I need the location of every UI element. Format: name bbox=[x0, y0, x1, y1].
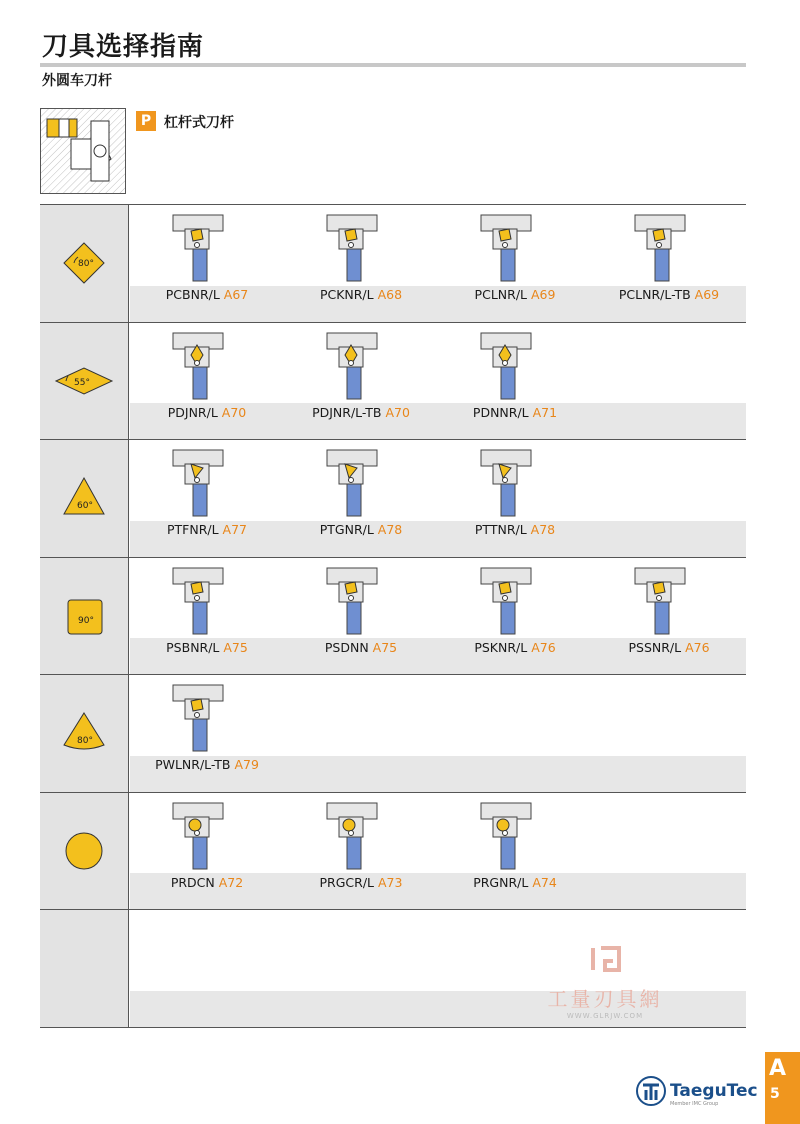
tool-holder-code: PSBNR/L bbox=[166, 639, 224, 655]
tool-holder-item[interactable] bbox=[284, 205, 438, 321]
section-tab[interactable] bbox=[765, 1052, 800, 1124]
tool-holder-code: PSSNR/L bbox=[628, 639, 686, 655]
insert-angle-label: 80° bbox=[78, 259, 94, 269]
tool-holder-label[interactable] bbox=[438, 522, 592, 537]
brand-name: TaeguTec bbox=[670, 1081, 758, 1101]
tool-holder-label[interactable] bbox=[592, 640, 746, 655]
tool-holder-item[interactable] bbox=[130, 675, 284, 791]
tool-holder-label[interactable] bbox=[284, 405, 438, 420]
tool-holder-label[interactable] bbox=[130, 875, 284, 890]
tool-holder-icon bbox=[321, 211, 401, 285]
insert-round-icon bbox=[54, 821, 114, 881]
tool-holder-code: PCLNR/L-TB bbox=[618, 287, 695, 302]
tool-holder-icon bbox=[321, 446, 401, 520]
insert-row bbox=[40, 675, 746, 793]
insert-diamond-80-icon bbox=[54, 233, 114, 293]
tool-holder-label[interactable] bbox=[284, 875, 438, 890]
insert-diamond-55-icon bbox=[54, 351, 114, 411]
tool-holder-label[interactable] bbox=[130, 757, 284, 772]
clamping-system-badge: P bbox=[136, 111, 156, 131]
tool-holder-code: PCKNR/L bbox=[319, 287, 378, 302]
insert-trigon-80-icon bbox=[54, 703, 114, 763]
insert-angle-label: 60° bbox=[77, 501, 93, 511]
tool-holder-code: PWLNR/L-TB bbox=[155, 757, 235, 772]
tool-holder-code: PRGCR/L bbox=[319, 874, 378, 890]
tool-holder-item[interactable] bbox=[284, 440, 438, 556]
tool-holder-icon bbox=[475, 329, 555, 403]
catalog-page-ref[interactable]: A70 bbox=[385, 404, 410, 420]
watermark-text: 工量刃具網 bbox=[547, 987, 663, 1011]
insert-row bbox=[40, 205, 746, 323]
tool-holder-item[interactable] bbox=[130, 440, 284, 556]
tool-holder-icon bbox=[167, 446, 247, 520]
insert-row bbox=[40, 558, 746, 676]
catalog-page-ref[interactable]: A76 bbox=[685, 639, 710, 655]
tool-holder-icon bbox=[629, 564, 709, 638]
insert-shape-cell bbox=[40, 793, 129, 910]
tool-holder-icon bbox=[167, 564, 247, 638]
tool-holder-item[interactable] bbox=[284, 323, 438, 439]
tool-holder-code: PDJNR/L-TB bbox=[312, 404, 386, 420]
catalog-page-ref[interactable]: A67 bbox=[223, 287, 249, 302]
catalog-page-ref[interactable]: A69 bbox=[694, 287, 720, 302]
insert-triangle-60-icon bbox=[54, 468, 114, 528]
watermark bbox=[540, 945, 670, 1020]
tool-holder-icon bbox=[321, 564, 401, 638]
tool-holder-item[interactable] bbox=[438, 793, 592, 909]
insert-row bbox=[40, 440, 746, 558]
catalog-page-ref[interactable]: A71 bbox=[532, 404, 558, 420]
tool-holder-icon bbox=[167, 799, 247, 873]
tool-holder-item[interactable] bbox=[592, 558, 746, 674]
tool-holder-item[interactable] bbox=[592, 205, 746, 321]
tool-holder-code: PSKNR/L bbox=[474, 639, 532, 655]
watermark-url: WWW.GLRJW.COM bbox=[566, 1012, 644, 1020]
tool-holder-item[interactable] bbox=[130, 205, 284, 321]
insert-angle-label: 55° bbox=[74, 377, 90, 388]
tool-holder-label[interactable] bbox=[130, 405, 284, 420]
tool-holder-code: PDJNR/L bbox=[167, 404, 222, 420]
tool-holder-icon bbox=[167, 211, 247, 285]
tool-holder-code: PTFNR/L bbox=[166, 522, 223, 537]
tool-holder-icon bbox=[167, 329, 247, 403]
tool-holder-item[interactable] bbox=[284, 793, 438, 909]
tool-holder-code: PRGNR/L bbox=[473, 874, 533, 890]
tool-holder-icon bbox=[167, 681, 247, 755]
tool-holder-code: PRDCN bbox=[170, 874, 219, 890]
catalog-page-ref[interactable]: A72 bbox=[218, 874, 244, 890]
holder-clamping-diagram bbox=[40, 108, 126, 194]
tool-holder-label[interactable] bbox=[284, 287, 438, 302]
catalog-page-ref[interactable]: A75 bbox=[372, 639, 398, 655]
tool-holder-label[interactable] bbox=[438, 875, 592, 890]
page-number: 5 bbox=[770, 1086, 780, 1102]
insert-shape-cell bbox=[40, 440, 129, 557]
tool-holder-code: PDNNR/L bbox=[472, 404, 533, 420]
catalog-page-ref[interactable]: A78 bbox=[377, 522, 403, 537]
catalog-page-ref[interactable]: A76 bbox=[531, 639, 556, 655]
tool-holder-label[interactable] bbox=[592, 287, 746, 302]
tool-holder-icon bbox=[475, 799, 555, 873]
taegutec-logo-icon bbox=[636, 1076, 666, 1106]
catalog-page-ref[interactable]: A73 bbox=[378, 874, 403, 890]
tool-holder-code: PTGNR/L bbox=[319, 522, 378, 537]
insert-angle-label: 90° bbox=[78, 615, 94, 626]
tool-holder-item[interactable] bbox=[130, 558, 284, 674]
tool-holder-item[interactable] bbox=[130, 793, 284, 909]
catalog-page-ref[interactable]: A70 bbox=[221, 404, 247, 420]
insert-square-90-icon bbox=[54, 586, 114, 646]
insert-shape-cell bbox=[40, 910, 129, 1027]
tool-holder-icon bbox=[321, 799, 401, 873]
tool-holder-icon bbox=[321, 329, 401, 403]
tool-holder-item[interactable] bbox=[438, 558, 592, 674]
tool-holder-label[interactable] bbox=[130, 287, 284, 302]
insert-row bbox=[40, 323, 746, 441]
tool-holder-label[interactable] bbox=[130, 640, 284, 655]
tool-holder-item[interactable] bbox=[438, 205, 592, 321]
tool-holder-label[interactable] bbox=[284, 522, 438, 537]
tool-holder-label[interactable] bbox=[438, 287, 592, 302]
tool-holder-icon bbox=[475, 211, 555, 285]
catalog-page-ref[interactable]: A69 bbox=[530, 287, 556, 302]
section-tab-letter: A bbox=[769, 1056, 787, 1081]
catalog-page-ref[interactable]: A68 bbox=[377, 287, 403, 302]
tool-holder-icon bbox=[629, 211, 709, 285]
tool-holder-icon bbox=[475, 446, 555, 520]
tool-holder-label[interactable] bbox=[438, 405, 592, 420]
tool-holder-code: PTTNR/L bbox=[474, 522, 531, 537]
catalog-page-ref[interactable]: A77 bbox=[222, 522, 248, 537]
insert-row bbox=[40, 793, 746, 911]
tool-holder-label[interactable] bbox=[130, 522, 284, 537]
tool-holder-code: PSDNN bbox=[324, 639, 373, 655]
tool-holder-label[interactable] bbox=[284, 640, 438, 655]
catalog-page-ref[interactable]: A78 bbox=[530, 522, 556, 537]
page-subtitle: 外圆车刀杆 bbox=[42, 73, 112, 89]
tool-holder-item[interactable] bbox=[284, 558, 438, 674]
insert-shape-cell bbox=[40, 323, 129, 440]
tool-holder-code: PCLNR/L bbox=[474, 287, 531, 302]
watermark-logo-icon bbox=[585, 945, 625, 975]
tool-holder-code: PCBNR/L bbox=[165, 287, 224, 302]
tool-holder-item[interactable] bbox=[438, 440, 592, 556]
clamping-system-label: 杠杆式刀杆 bbox=[164, 115, 234, 131]
catalog-page-ref[interactable]: A74 bbox=[532, 874, 557, 890]
title-divider bbox=[40, 63, 746, 67]
insert-shape-cell bbox=[40, 675, 129, 792]
catalog-page-ref[interactable]: A79 bbox=[234, 757, 259, 772]
catalog-page-ref[interactable]: A75 bbox=[223, 639, 248, 655]
tool-selection-grid bbox=[40, 204, 746, 1028]
tool-holder-item[interactable] bbox=[438, 323, 592, 439]
tool-holder-item[interactable] bbox=[130, 323, 284, 439]
tool-holder-label[interactable] bbox=[438, 640, 592, 655]
page-title: 刀具选择指南 bbox=[42, 32, 205, 62]
insert-shape-cell bbox=[40, 558, 129, 675]
insert-shape-cell bbox=[40, 205, 129, 322]
insert-angle-label: 80° bbox=[77, 736, 93, 746]
tool-holder-icon bbox=[475, 564, 555, 638]
brand-subtitle: Member IMC Group bbox=[670, 1101, 719, 1107]
